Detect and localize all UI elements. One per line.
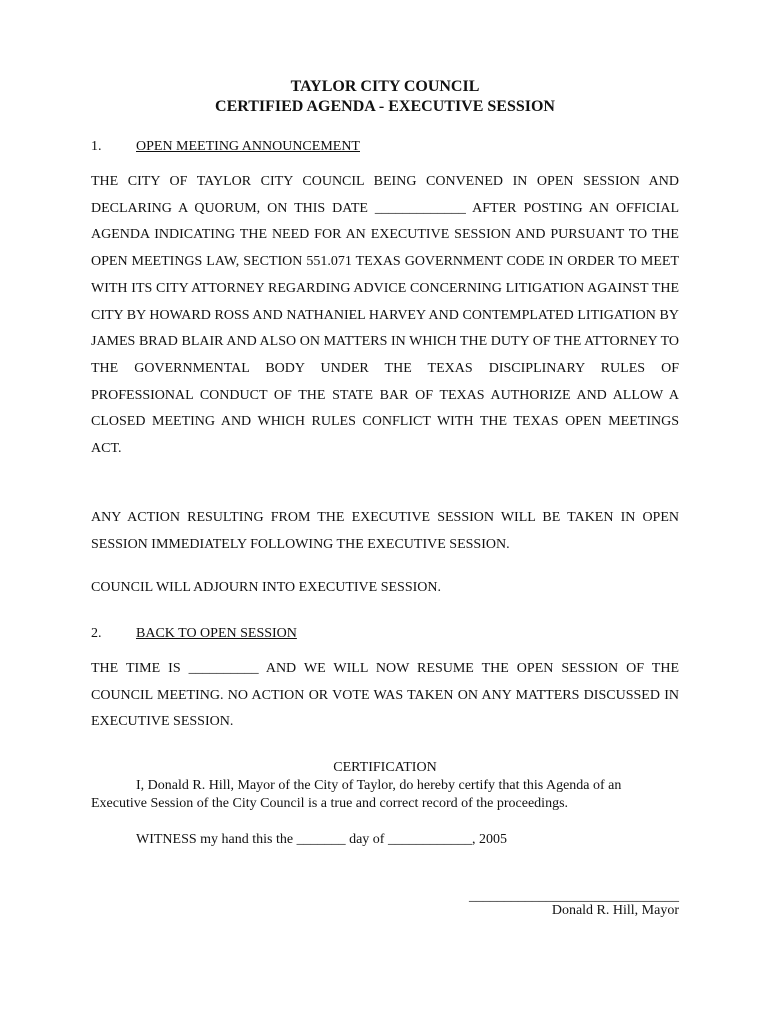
signature-line: ______________________________ bbox=[469, 889, 679, 904]
section-2-heading bbox=[91, 625, 297, 643]
action-paragraph: ANY ACTION RESULTING FROM THE EXECUTIVE SESSION WILL BE TAKEN IN OPEN SESSION IMMEDIATELY FOLLOWING THE EXECUTIVE SESSION. bbox=[91, 510, 679, 552]
certification-body: I, Donald R. Hill, Mayor of the City of Taylor, do hereby certify that this Agenda of an Executive Session of the City Council is a true and correct record of the proceedings. bbox=[91, 778, 622, 811]
witness-line: WITNESS my hand this the _______ day of ____________, 2005 bbox=[136, 832, 507, 847]
signer-name: Donald R. Hill, Mayor bbox=[551, 903, 679, 918]
section-2-number: 2. bbox=[91, 626, 102, 641]
adjourn-paragraph: COUNCIL WILL ADJOURN INTO EXECUTIVE SESSION. bbox=[91, 580, 441, 595]
resume-session-paragraph: THE TIME IS __________ AND WE WILL NOW RESUME THE OPEN SESSION OF THE COUNCIL MEETING. NO ACTION OR VOTE WAS TAKEN ON ANY MATTERS DISCUSSED IN EXECUTIVE SESSION. bbox=[91, 661, 679, 730]
document-title: TAYLOR CITY COUNCIL bbox=[290, 78, 480, 95]
section-1-number: 1. bbox=[91, 139, 102, 154]
section-1-heading bbox=[91, 138, 360, 156]
section-1-title: OPEN MEETING ANNOUNCEMENT bbox=[136, 139, 360, 154]
document-subtitle: CERTIFIED AGENDA - EXECUTIVE SESSION bbox=[215, 98, 555, 115]
certification-title: CERTIFICATION bbox=[333, 760, 437, 775]
section-2-title: BACK TO OPEN SESSION bbox=[136, 626, 297, 641]
open-meeting-paragraph: THE CITY OF TAYLOR CITY COUNCIL BEING CONVENED IN OPEN SESSION AND DECLARING A QUORUM, ON THIS DATE _____________ AFTER POSTING AN OFFICIAL AGENDA INDICATING THE NEED FOR AN EXECUTIVE SESSION AND PURSUANT TO THE OPEN MEETINGS LAW, SECTION 551.071 TEXAS GOVERNMENT CODE IN ORDER TO MEET WITH ITS CITY ATTORNEY REGARDING ADVICE CONCERNING LITIGATION AGAINST THE CITY BY HOWARD ROSS AND NATHANIEL HARVEY AND CONTEMPLATED LITIGATION BY JAMES BRAD BLAIR AND ALSO ON MATTERS IN WHICH THE DUTY OF THE ATTORNEY TO THE GOVERNMENTAL BODY UNDER THE TEXAS DISCIPLINARY RULES OF PROFESSIONAL CONDUCT OF THE STATE BAR OF TEXAS AUTHORIZE AND ALLOW A CLOSED MEETING AND WHICH RULES CONFLICT WITH THE TEXAS OPEN MEETINGS ACT. bbox=[91, 174, 679, 457]
